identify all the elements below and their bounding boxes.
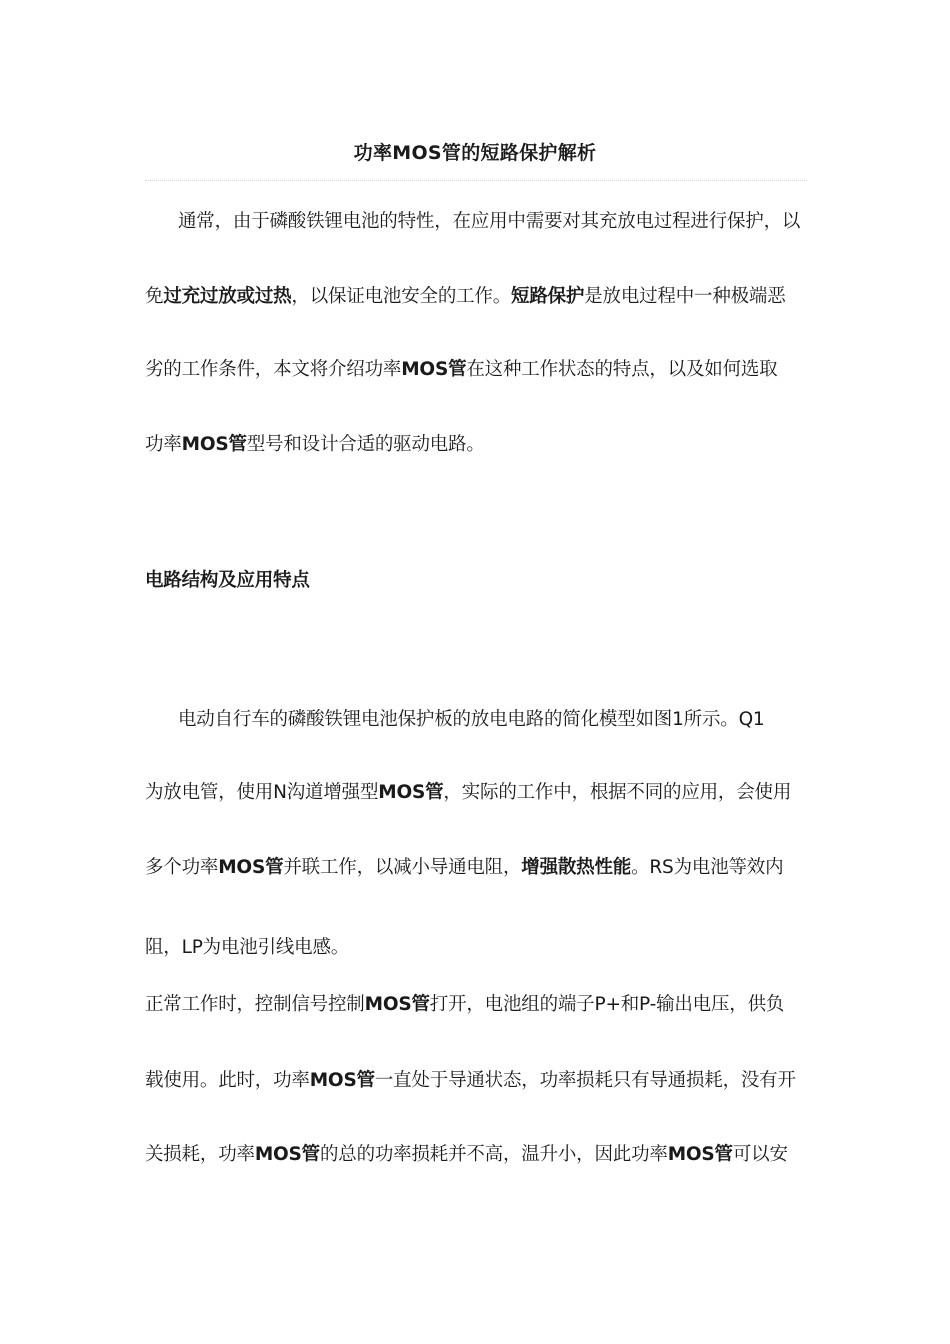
bold-text: MOS管 (667, 1144, 733, 1165)
text: 可以安 (732, 1144, 788, 1165)
text: 免 (145, 286, 164, 307)
bold-text: MOS管 (364, 994, 430, 1015)
para2-line-2 (145, 778, 807, 808)
text: 多个功率 (145, 857, 219, 878)
para3-line-3 (145, 1140, 807, 1170)
bold-text: MOS管 (401, 359, 467, 380)
intro-line-1 (178, 207, 807, 237)
bold-text: 短路保护 (511, 286, 585, 307)
document-title: 功率MOS管的短路保护解析 (353, 142, 597, 164)
text: 型号和设计合适的驱动电路。 (246, 434, 485, 455)
text: 是放电过程中一种极端恶 (584, 286, 786, 307)
text: 打开，电池组的端子P+和P-输出电压，供负 (429, 994, 785, 1015)
para2-line-1 (178, 705, 807, 735)
text: ，以保证电池安全的工作。 (291, 286, 512, 307)
para3-line-1 (145, 990, 807, 1020)
text: 关损耗，功率 (145, 1144, 255, 1165)
text: 载使用。此时，功率 (145, 1070, 310, 1091)
bold-text: MOS管 (309, 1070, 375, 1091)
text: 劣的工作条件，本文将介绍功率 (145, 359, 402, 380)
text: 通常，由于磷酸铁锂电池的特性，在应用中需要对其充放电过程进行保护，以 (178, 211, 801, 232)
bold-text: MOS管 (254, 1144, 320, 1165)
bold-text: 增强散热性能 (521, 857, 632, 878)
text: 。RS为电池等效内 (631, 857, 784, 878)
intro-line-2 (145, 282, 807, 312)
text: 为放电管，使用N沟道增强型 (145, 782, 379, 803)
text: 阻，LP为电池引线电感。 (145, 937, 350, 958)
intro-line-4 (145, 430, 807, 460)
text: 正常工作时，控制信号控制 (145, 994, 365, 1015)
section-heading: 电路结构及应用特点 (145, 570, 310, 591)
text: 电动自行车的磷酸铁锂电池保护板的放电电路的简化模型如图1所示。Q1 (178, 709, 765, 730)
bold-text: MOS管 (218, 857, 284, 878)
text: 一直处于导通状态，功率损耗只有导通损耗，没有开 (374, 1070, 796, 1091)
text: 在这种工作状态的特点，以及如何选取 (466, 359, 778, 380)
bold-text: MOS管 (181, 434, 247, 455)
para2-line-4 (145, 933, 807, 963)
bold-text: 过充过放或过热 (163, 286, 292, 307)
text: ，实际的工作中，根据不同的应用，会使用 (443, 782, 792, 803)
text: 功率 (145, 434, 182, 455)
para2-line-3 (145, 853, 807, 883)
intro-line-3 (145, 355, 807, 385)
title-divider (145, 180, 807, 181)
text: 的总的功率损耗并不高，温升小，因此功率 (319, 1144, 668, 1165)
text: 并联工作，以减小导通电阻， (283, 857, 522, 878)
para3-line-2 (145, 1066, 807, 1096)
bold-text: MOS管 (378, 782, 444, 803)
